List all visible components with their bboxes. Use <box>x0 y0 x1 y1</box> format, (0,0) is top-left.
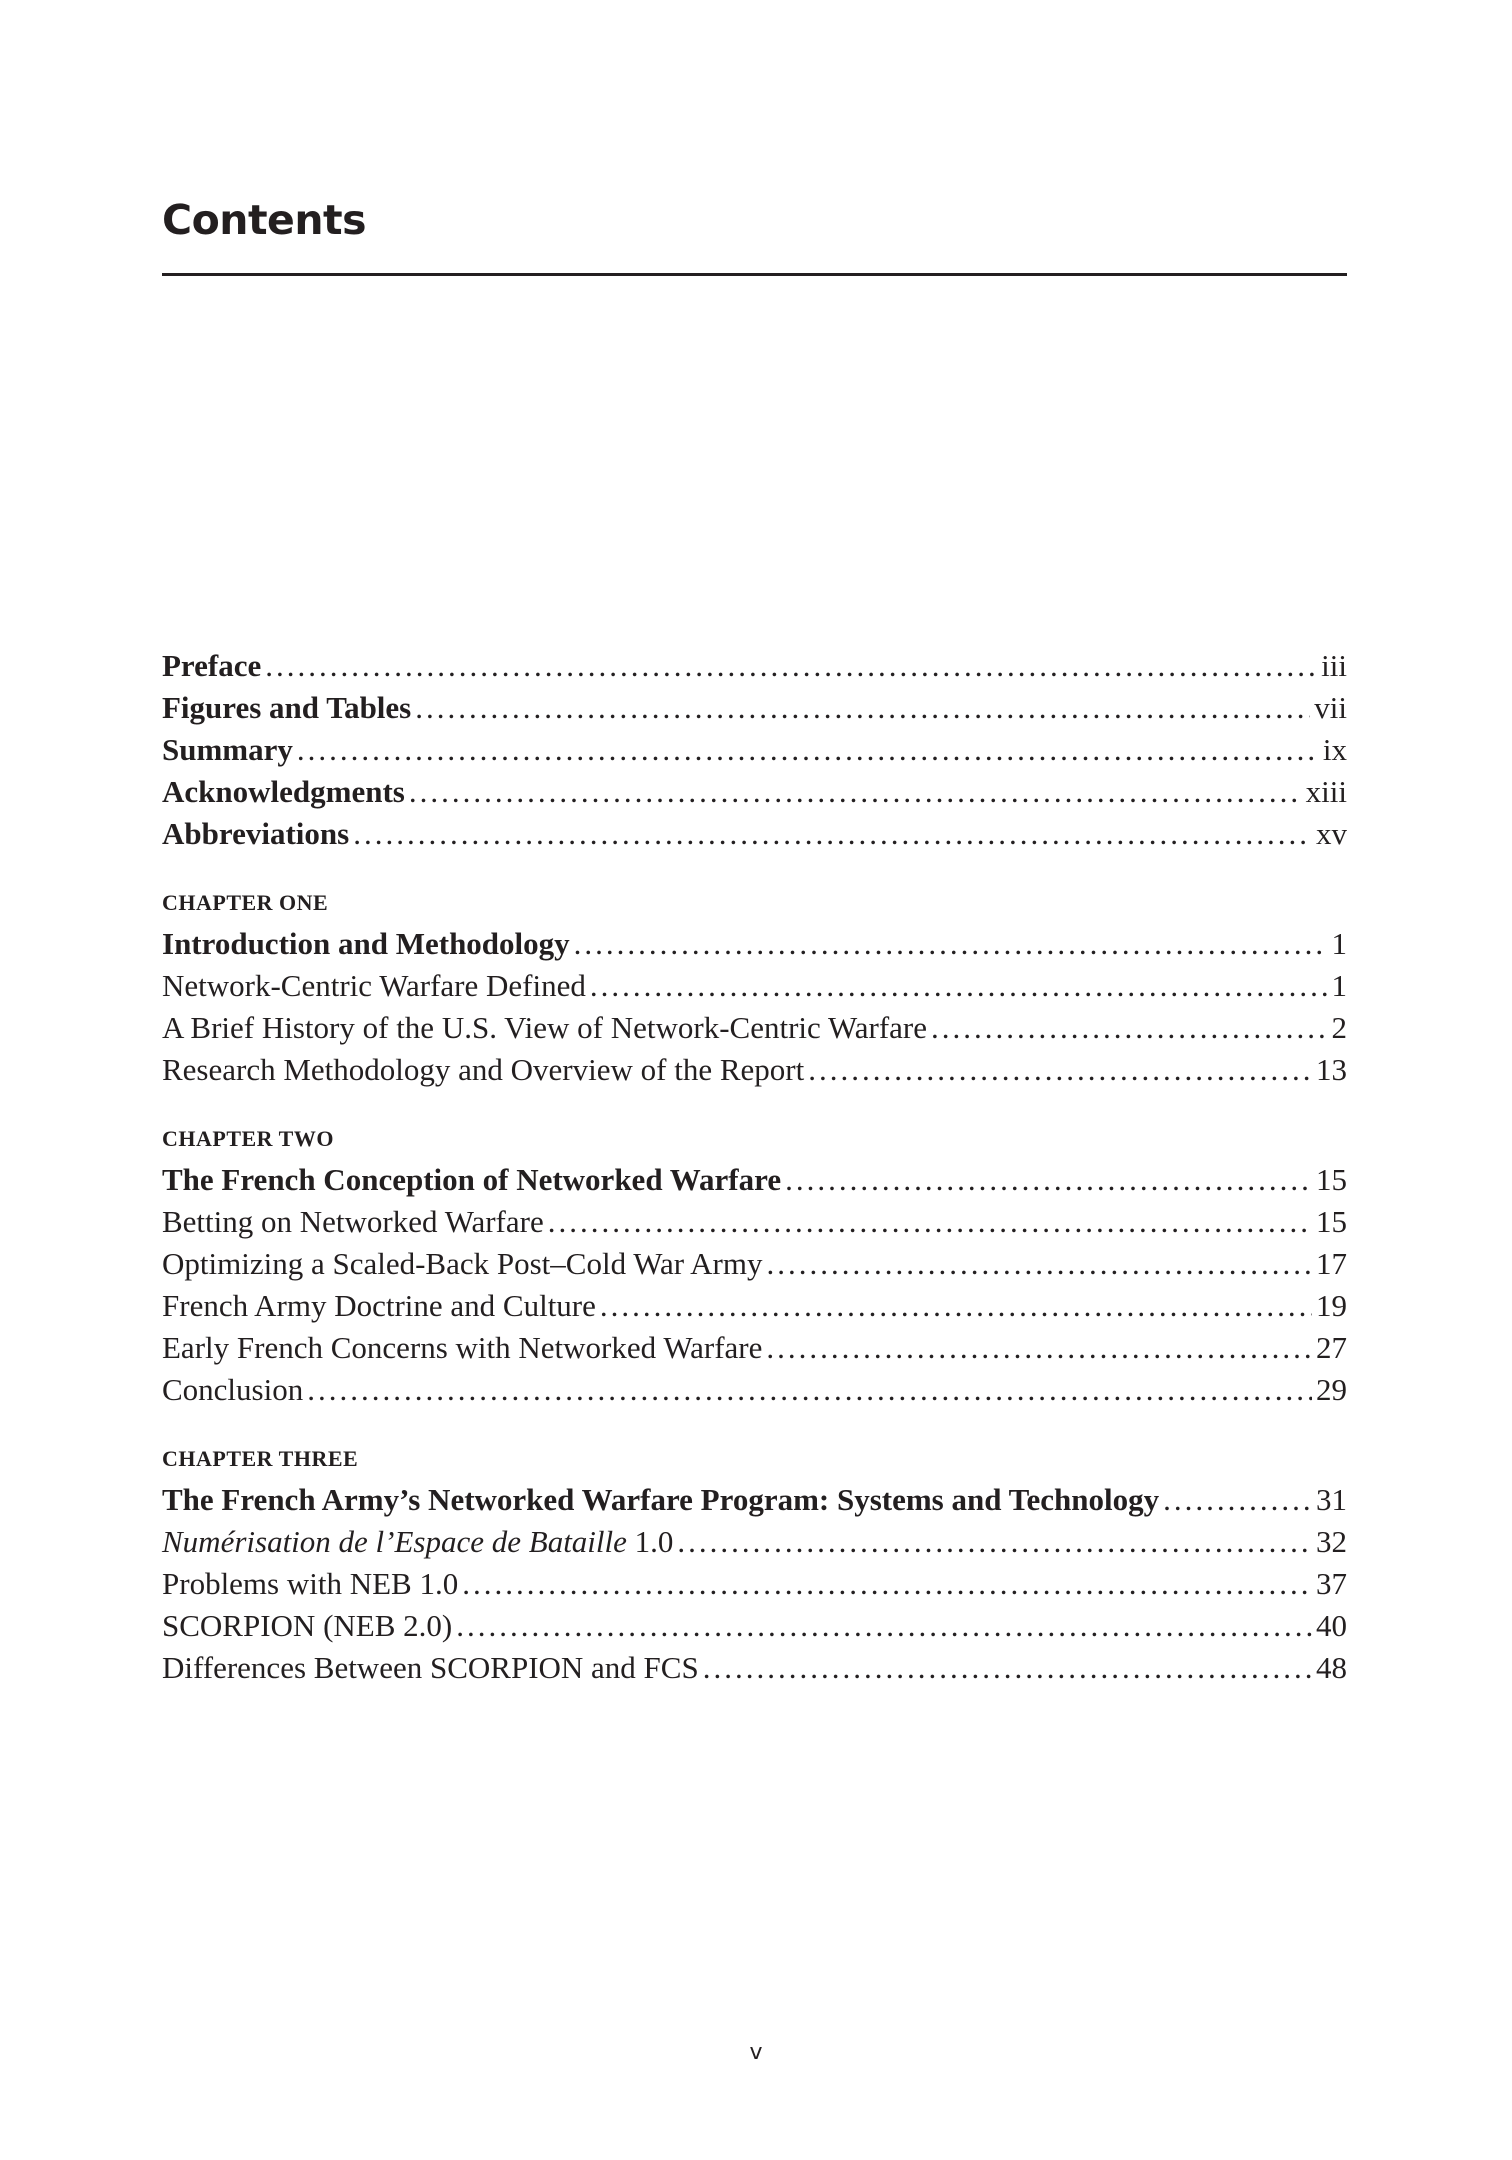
toc-entry-title: The French Conception of Networked Warfare <box>162 1162 782 1197</box>
toc-entry-figures-and-tables[interactable] <box>162 687 1347 729</box>
toc-page-number: ix <box>1322 732 1347 767</box>
dot-leader <box>677 1521 1312 1563</box>
toc-page-number: vii <box>1314 690 1347 725</box>
dot-leader <box>462 1563 1312 1605</box>
table-of-contents <box>162 645 1347 1689</box>
toc-page-number: 37 <box>1316 1566 1347 1601</box>
toc-entry-title: Problems with NEB 1.0 <box>162 1566 459 1601</box>
toc-entry-title: Conclusion <box>162 1372 304 1407</box>
toc-entry-title-italic: Numérisation de l’Espace de Bataille <box>162 1524 627 1559</box>
toc-entry-summary[interactable] <box>162 729 1347 771</box>
toc-entry-title-suffix: 1.0 <box>626 1524 674 1559</box>
dot-leader <box>265 645 1317 687</box>
dot-leader <box>1163 1479 1312 1521</box>
dot-leader <box>409 771 1302 813</box>
toc-page-number: xiii <box>1305 774 1347 809</box>
toc-entry-title: Optimizing a Scaled-Back Post–Cold War Army <box>162 1246 763 1281</box>
chapter-label: CHAPTER ONE <box>162 890 329 915</box>
toc-page-number: 32 <box>1316 1524 1347 1559</box>
toc-entry-acknowledgments[interactable] <box>162 771 1347 813</box>
toc-page-number: 48 <box>1316 1650 1347 1685</box>
toc-entry-title: SCORPION (NEB 2.0) <box>162 1608 453 1643</box>
dot-leader <box>808 1049 1312 1091</box>
toc-entry-title <box>162 1521 673 1563</box>
toc-entry-chapter-title[interactable] <box>162 1159 1347 1201</box>
toc-entry-abbreviations[interactable] <box>162 813 1347 855</box>
toc-page-number: 29 <box>1316 1372 1347 1407</box>
dot-leader <box>703 1647 1312 1689</box>
toc-entry-title: Abbreviations <box>162 816 350 851</box>
dot-leader <box>574 923 1328 965</box>
toc-entry-title: Research Methodology and Overview of the Report <box>162 1052 805 1087</box>
toc-entry-title: French Army Doctrine and Culture <box>162 1288 596 1323</box>
toc-entry-section[interactable] <box>162 1563 1347 1605</box>
toc-entry-title: Network-Centric Warfare Defined <box>162 968 586 1003</box>
toc-page-number: 27 <box>1316 1330 1347 1365</box>
toc-page-number: 15 <box>1316 1162 1347 1197</box>
page-number-folio: v <box>749 2040 763 2065</box>
toc-page-number: 1 <box>1331 926 1347 961</box>
toc-entry-section[interactable] <box>162 1243 1347 1285</box>
toc-entry-section[interactable] <box>162 1605 1347 1647</box>
page-title: Contents <box>162 196 367 244</box>
dot-leader <box>307 1369 1312 1411</box>
toc-entry-section[interactable] <box>162 1521 1347 1563</box>
dot-leader <box>415 687 1310 729</box>
dot-leader <box>785 1159 1312 1201</box>
dot-leader <box>456 1605 1312 1647</box>
toc-entry-title: Introduction and Methodology <box>162 926 570 961</box>
group-spacer <box>162 1091 1347 1119</box>
toc-page-number: 13 <box>1316 1052 1347 1087</box>
toc-page-number: 19 <box>1316 1288 1347 1323</box>
toc-entry-section[interactable] <box>162 1647 1347 1689</box>
dot-leader <box>548 1201 1312 1243</box>
dot-leader <box>590 965 1328 1007</box>
chapter-label: CHAPTER THREE <box>162 1446 359 1471</box>
toc-entry-title: Early French Concerns with Networked Warfare <box>162 1330 763 1365</box>
toc-entry-section[interactable] <box>162 1285 1347 1327</box>
toc-page-number: 17 <box>1316 1246 1347 1281</box>
toc-entry-title: Betting on Networked Warfare <box>162 1204 544 1239</box>
toc-page-number: 2 <box>1331 1010 1347 1045</box>
dot-leader <box>931 1007 1328 1049</box>
toc-entry-title: Acknowledgments <box>162 774 405 809</box>
toc-entry-section[interactable] <box>162 1327 1347 1369</box>
toc-entry-title: Preface <box>162 648 262 683</box>
toc-page-number: 1 <box>1331 968 1347 1003</box>
toc-entry-chapter-title[interactable] <box>162 1479 1347 1521</box>
toc-page-number: 31 <box>1316 1482 1347 1517</box>
toc-page-number: 15 <box>1316 1204 1347 1239</box>
heading-rule <box>162 273 1347 276</box>
dot-leader <box>353 813 1312 855</box>
toc-entry-title: Summary <box>162 732 293 767</box>
toc-entry-section[interactable] <box>162 1369 1347 1411</box>
dot-leader <box>297 729 1319 771</box>
dot-leader <box>600 1285 1312 1327</box>
toc-entry-section[interactable] <box>162 965 1347 1007</box>
dot-leader <box>766 1327 1312 1369</box>
toc-entry-title: The French Army’s Networked Warfare Program: Systems and Technology <box>162 1482 1160 1517</box>
toc-page-number: 40 <box>1316 1608 1347 1643</box>
group-spacer <box>162 1411 1347 1439</box>
toc-entry-section[interactable] <box>162 1007 1347 1049</box>
toc-page-number: xv <box>1316 816 1347 851</box>
toc-entry-title: Differences Between SCORPION and FCS <box>162 1650 699 1685</box>
chapter-label: CHAPTER TWO <box>162 1126 334 1151</box>
toc-page-number: iii <box>1321 648 1347 683</box>
group-spacer <box>162 855 1347 883</box>
toc-entry-title: A Brief History of the U.S. View of Network-Centric Warfare <box>162 1010 927 1045</box>
toc-entry-section[interactable] <box>162 1201 1347 1243</box>
toc-entry-title: Figures and Tables <box>162 690 412 725</box>
dot-leader <box>767 1243 1313 1285</box>
toc-entry-preface[interactable] <box>162 645 1347 687</box>
toc-entry-chapter-title[interactable] <box>162 923 1347 965</box>
toc-entry-section[interactable] <box>162 1049 1347 1091</box>
